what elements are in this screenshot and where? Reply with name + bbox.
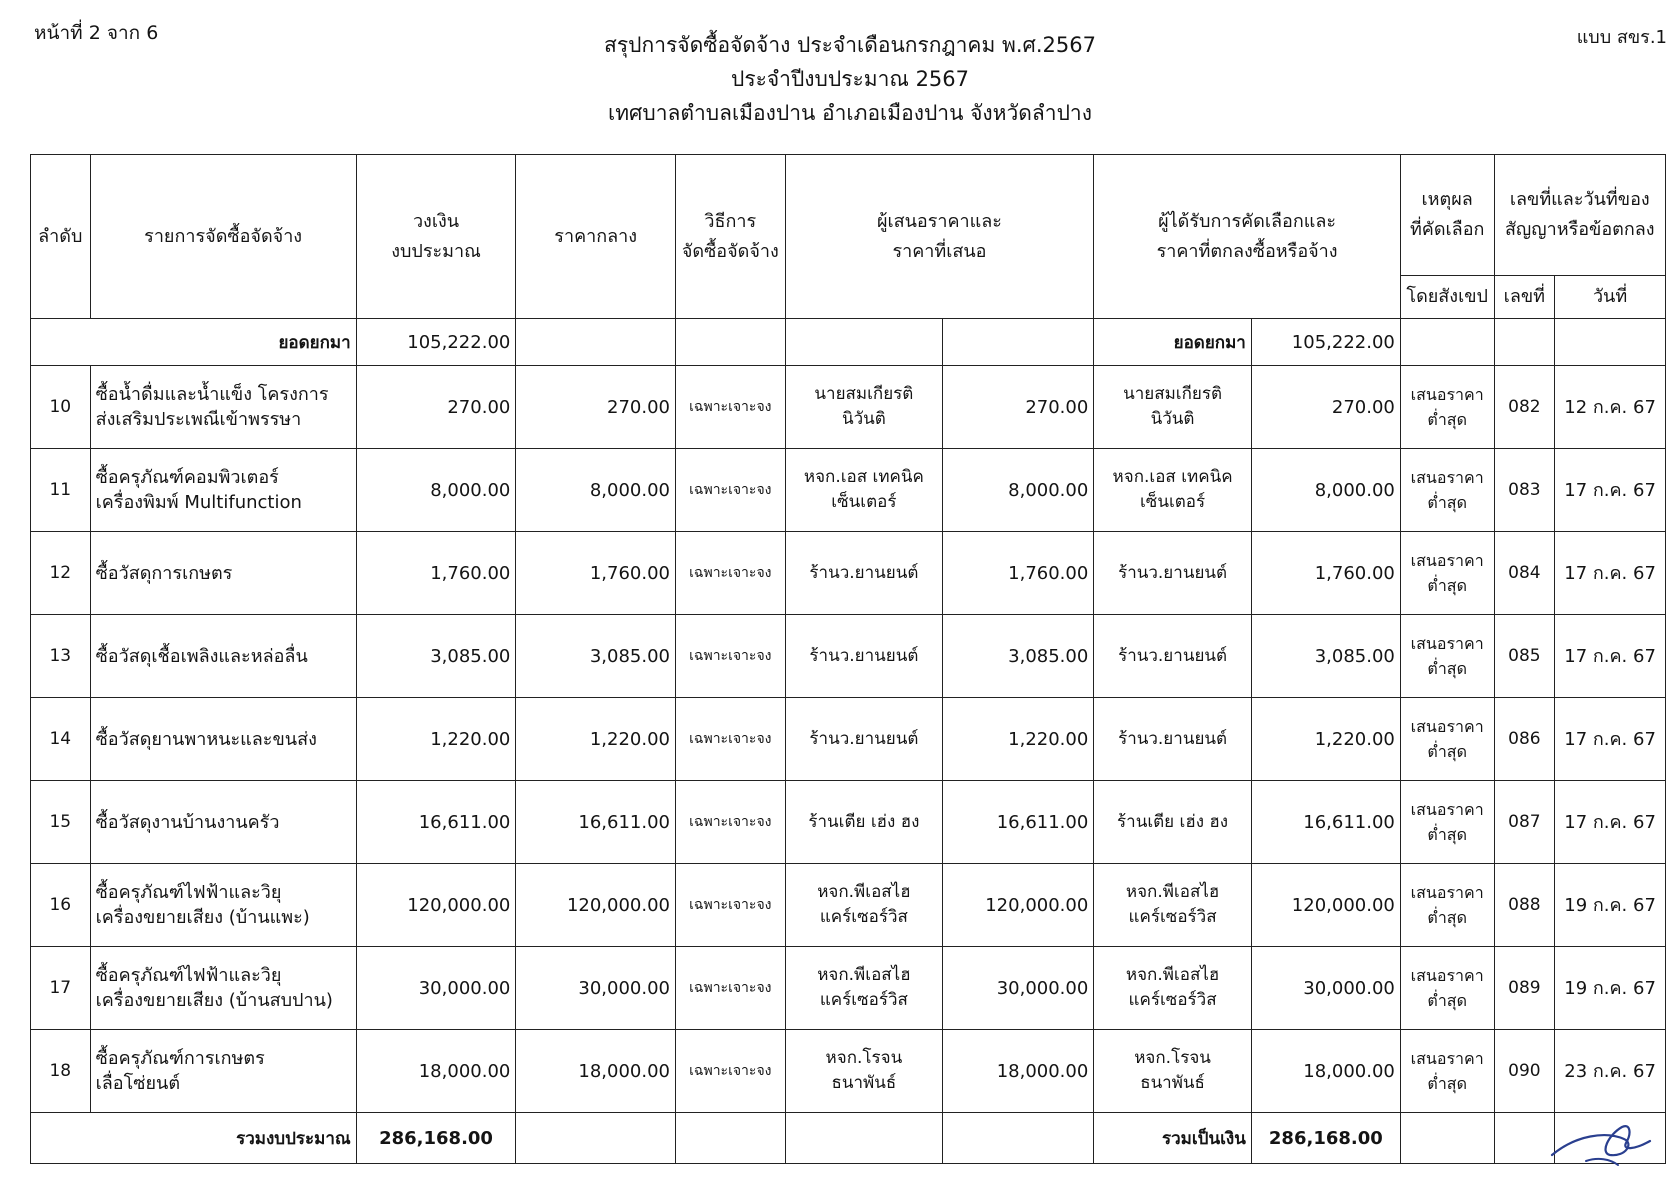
row-budget: 270.00 [356, 366, 516, 449]
header-reason-brief: โดยสังเขป [1400, 276, 1494, 319]
row-budget: 18,000.00 [356, 1030, 516, 1113]
row-reason: เสนอราคา ต่ำสุด [1400, 698, 1494, 781]
row-method: เฉพาะเจาะจง [676, 449, 786, 532]
row-budget: 8,000.00 [356, 449, 516, 532]
row-seq: 12 [31, 532, 91, 615]
title-line-3: เทศบาลตำบลเมืองปาน อำเภอเมืองปาน จังหวัดลำปาง [608, 101, 1092, 125]
row-item: ซื้อน้ำดื่มและน้ำแข็ง โครงการ ส่งเสริมประเพณีเข้าพรรษา [90, 366, 356, 449]
row-contract-no: 090 [1494, 1030, 1555, 1113]
row-method: เฉพาะเจาะจง [676, 1030, 786, 1113]
header-method: วิธีการ จัดซื้อจัดจ้าง [676, 155, 786, 319]
row-item: ซื้อวัสดุยานพาหนะและขนส่ง [90, 698, 356, 781]
title-line-1: สรุปการจัดซื้อจัดจ้าง ประจำเดือนกรกฎาคม พ.ศ.2567 [604, 33, 1096, 57]
row-median-price: 18,000.00 [516, 1030, 676, 1113]
row-winner: ร้านเตีย เฮ่ง ฮง [1094, 781, 1252, 864]
row-win-price: 16,611.00 [1251, 781, 1400, 864]
row-item: ซื้อครุภัณฑ์คอมพิวเตอร์ เครื่องพิมพ์ Multifunction [90, 449, 356, 532]
row-win-price: 1,760.00 [1251, 532, 1400, 615]
row-method: เฉพาะเจาะจง [676, 698, 786, 781]
row-seq: 16 [31, 864, 91, 947]
row-reason: เสนอราคา ต่ำสุด [1400, 1030, 1494, 1113]
row-contract-date: 23 ก.ค. 67 [1555, 1030, 1666, 1113]
row-bid-price: 3,085.00 [943, 615, 1094, 698]
header-item: รายการจัดซื้อจัดจ้าง [90, 155, 356, 319]
row-winner: ร้านว.ยานยนต์ [1094, 532, 1252, 615]
total-budget: 286,168.00 [356, 1113, 516, 1164]
row-contract-date: 19 ก.ค. 67 [1555, 947, 1666, 1030]
row-bidder: ร้านว.ยานยนต์ [785, 532, 943, 615]
row-contract-no: 086 [1494, 698, 1555, 781]
row-win-price: 18,000.00 [1251, 1030, 1400, 1113]
row-seq: 14 [31, 698, 91, 781]
row-winner: หจก.โรจน ธนาพันธ์ [1094, 1030, 1252, 1113]
row-seq: 17 [31, 947, 91, 1030]
row-reason: เสนอราคา ต่ำสุด [1400, 864, 1494, 947]
row-budget: 120,000.00 [356, 864, 516, 947]
row-contract-no: 082 [1494, 366, 1555, 449]
header-median-price: ราคากลาง [516, 155, 676, 319]
header-contract: เลขที่และวันที่ของ สัญญาหรือข้อตกลง [1494, 155, 1665, 276]
row-win-price: 3,085.00 [1251, 615, 1400, 698]
row-median-price: 1,760.00 [516, 532, 676, 615]
row-contract-date: 19 ก.ค. 67 [1555, 864, 1666, 947]
row-contract-no: 088 [1494, 864, 1555, 947]
row-median-price: 270.00 [516, 366, 676, 449]
row-winner: นายสมเกียรติ นิวันติ [1094, 366, 1252, 449]
row-contract-date: 17 ก.ค. 67 [1555, 698, 1666, 781]
row-bidder: ร้านว.ยานยนต์ [785, 698, 943, 781]
table-row [31, 947, 1666, 1030]
row-seq: 18 [31, 1030, 91, 1113]
procurement-table [30, 154, 1666, 1164]
row-reason: เสนอราคา ต่ำสุด [1400, 449, 1494, 532]
row-bid-price: 1,760.00 [943, 532, 1094, 615]
carry-forward-winner-amount: 105,222.00 [1251, 319, 1400, 366]
form-code: แบบ สขร.1 [1576, 27, 1667, 48]
row-budget: 1,760.00 [356, 532, 516, 615]
table-row [31, 449, 1666, 532]
row-contract-no: 089 [1494, 947, 1555, 1030]
row-reason: เสนอราคา ต่ำสุด [1400, 532, 1494, 615]
row-bid-price: 120,000.00 [943, 864, 1094, 947]
row-bidder: ร้านเตีย เฮ่ง ฮง [785, 781, 943, 864]
row-budget: 1,220.00 [356, 698, 516, 781]
row-median-price: 30,000.00 [516, 947, 676, 1030]
document-titles [520, 28, 1180, 130]
carry-forward-row [31, 319, 1666, 366]
header-seq: ลำดับ [31, 155, 91, 319]
table-row [31, 366, 1666, 449]
table-row [31, 615, 1666, 698]
table-row [31, 1030, 1666, 1113]
row-bid-price: 270.00 [943, 366, 1094, 449]
row-contract-no: 083 [1494, 449, 1555, 532]
row-reason: เสนอราคา ต่ำสุด [1400, 366, 1494, 449]
row-contract-date: 17 ก.ค. 67 [1555, 449, 1666, 532]
row-contract-date: 17 ก.ค. 67 [1555, 615, 1666, 698]
row-median-price: 1,220.00 [516, 698, 676, 781]
row-item: ซื้อวัสดุเชื้อเพลิงและหล่อลื่น [90, 615, 356, 698]
row-bid-price: 16,611.00 [943, 781, 1094, 864]
row-bidder: ร้านว.ยานยนต์ [785, 615, 943, 698]
header-contract-no: เลขที่ [1494, 276, 1555, 319]
row-reason: เสนอราคา ต่ำสุด [1400, 947, 1494, 1030]
row-method: เฉพาะเจาะจง [676, 532, 786, 615]
row-bid-price: 18,000.00 [943, 1030, 1094, 1113]
row-win-price: 270.00 [1251, 366, 1400, 449]
row-winner: ร้านว.ยานยนต์ [1094, 698, 1252, 781]
row-contract-no: 084 [1494, 532, 1555, 615]
header-reason: เหตุผล ที่คัดเลือก [1400, 155, 1494, 276]
carry-forward-budget: 105,222.00 [356, 319, 516, 366]
row-seq: 13 [31, 615, 91, 698]
row-median-price: 8,000.00 [516, 449, 676, 532]
row-budget: 30,000.00 [356, 947, 516, 1030]
row-win-price: 1,220.00 [1251, 698, 1400, 781]
row-method: เฉพาะเจาะจง [676, 947, 786, 1030]
row-contract-date: 12 ก.ค. 67 [1555, 366, 1666, 449]
row-median-price: 120,000.00 [516, 864, 676, 947]
carry-forward-winner-label: ยอดยกมา [1094, 319, 1252, 366]
row-contract-date: 17 ก.ค. 67 [1555, 781, 1666, 864]
row-win-price: 8,000.00 [1251, 449, 1400, 532]
total-budget-label: รวมงบประมาณ [31, 1113, 357, 1164]
header-winner: ผู้ได้รับการคัดเลือกและ ราคาที่ตกลงซื้อหรือจ้าง [1094, 155, 1401, 319]
row-contract-no: 087 [1494, 781, 1555, 864]
row-median-price: 3,085.00 [516, 615, 676, 698]
row-bidder: นายสมเกียรติ นิวันติ [785, 366, 943, 449]
totals-row [31, 1113, 1666, 1164]
row-contract-date: 17 ก.ค. 67 [1555, 532, 1666, 615]
row-reason: เสนอราคา ต่ำสุด [1400, 781, 1494, 864]
row-contract-no: 085 [1494, 615, 1555, 698]
carry-forward-label: ยอดยกมา [31, 319, 357, 366]
row-method: เฉพาะเจาะจง [676, 366, 786, 449]
row-item: ซื้อครุภัณฑ์ไฟฟ้าและวิยุ เครื่องขยายเสียง (บ้านสบปาน) [90, 947, 356, 1030]
row-seq: 15 [31, 781, 91, 864]
row-median-price: 16,611.00 [516, 781, 676, 864]
table-row [31, 532, 1666, 615]
row-bid-price: 30,000.00 [943, 947, 1094, 1030]
header-bidder: ผู้เสนอราคาและ ราคาที่เสนอ [785, 155, 1094, 319]
table-row [31, 698, 1666, 781]
row-winner: หจก.พีเอสไฮ แคร์เซอร์วิส [1094, 864, 1252, 947]
row-bid-price: 1,220.00 [943, 698, 1094, 781]
row-item: ซื้อครุภัณฑ์ไฟฟ้าและวิยุ เครื่องขยายเสียง (บ้านแพะ) [90, 864, 356, 947]
row-bidder: หจก.เอส เทคนิค เซ็นเตอร์ [785, 449, 943, 532]
header-budget: วงเงิน งบประมาณ [356, 155, 516, 319]
row-seq: 11 [31, 449, 91, 532]
row-winner: หจก.เอส เทคนิค เซ็นเตอร์ [1094, 449, 1252, 532]
row-method: เฉพาะเจาะจง [676, 781, 786, 864]
signature-icon [1546, 1113, 1656, 1173]
total-winner-amount: 286,168.00 [1251, 1113, 1400, 1164]
header-row [31, 155, 1666, 276]
row-bidder: หจก.โรจน ธนาพันธ์ [785, 1030, 943, 1113]
table-row [31, 781, 1666, 864]
row-budget: 3,085.00 [356, 615, 516, 698]
row-reason: เสนอราคา ต่ำสุด [1400, 615, 1494, 698]
row-bidder: หจก.พีเอสไฮ แคร์เซอร์วิส [785, 947, 943, 1030]
row-win-price: 120,000.00 [1251, 864, 1400, 947]
row-bid-price: 8,000.00 [943, 449, 1094, 532]
row-winner: ร้านว.ยานยนต์ [1094, 615, 1252, 698]
title-line-2: ประจำปีงบประมาณ 2567 [730, 67, 970, 91]
row-seq: 10 [31, 366, 91, 449]
row-item: ซื้อวัสดุงานบ้านงานครัว [90, 781, 356, 864]
row-item: ซื้อวัสดุการเกษตร [90, 532, 356, 615]
row-method: เฉพาะเจาะจง [676, 864, 786, 947]
row-budget: 16,611.00 [356, 781, 516, 864]
page-number: หน้าที่ 2 จาก 6 [34, 22, 159, 44]
row-method: เฉพาะเจาะจง [676, 615, 786, 698]
row-bidder: หจก.พีเอสไฮ แคร์เซอร์วิส [785, 864, 943, 947]
total-winner-label: รวมเป็นเงิน [1094, 1113, 1252, 1164]
header-contract-date: วันที่ [1555, 276, 1666, 319]
row-winner: หจก.พีเอสไฮ แคร์เซอร์วิส [1094, 947, 1252, 1030]
row-item: ซื้อครุภัณฑ์การเกษตร เลื่อโซ่ยนต์ [90, 1030, 356, 1113]
row-win-price: 30,000.00 [1251, 947, 1400, 1030]
table-row [31, 864, 1666, 947]
